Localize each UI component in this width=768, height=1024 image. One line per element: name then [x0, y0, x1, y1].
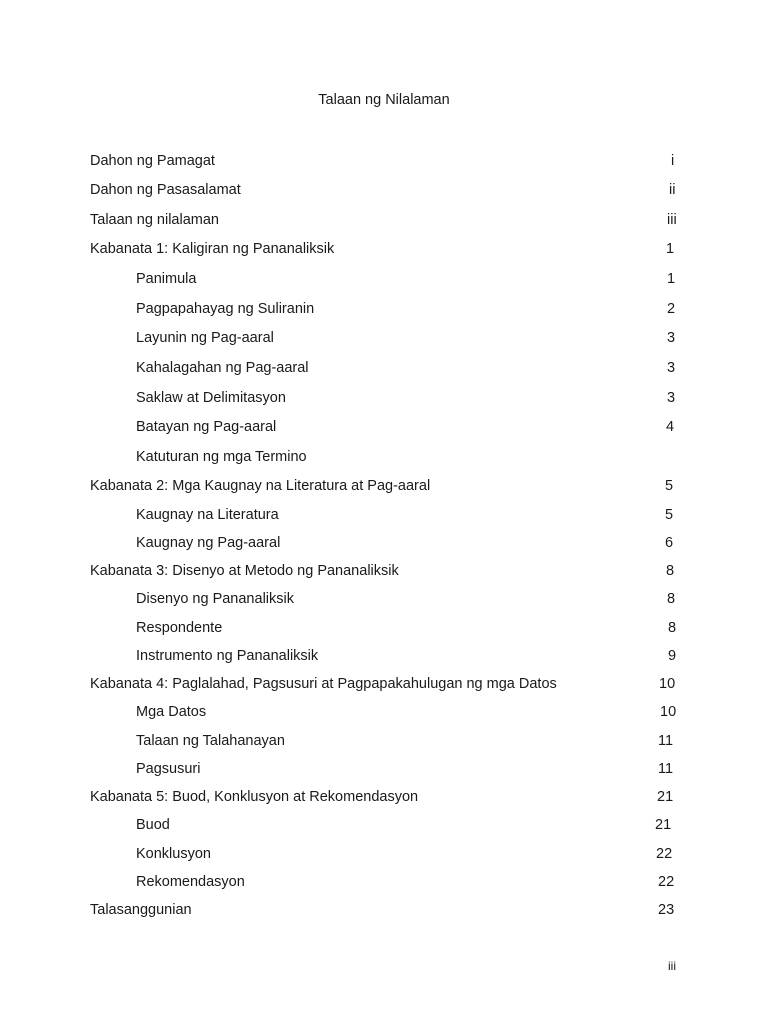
- toc-entry: [0, 387, 768, 409]
- toc-entry: [0, 560, 768, 582]
- toc-entry-label: Talaan ng nilalaman: [90, 212, 219, 228]
- toc-entry-label: Kabanata 2: Mga Kaugnay na Literatura at Pag-aaral: [90, 478, 431, 494]
- toc-entry-page: 21: [655, 817, 672, 833]
- toc-entry-page: 2: [667, 301, 676, 317]
- toc-entry: [0, 871, 768, 893]
- toc-entry-page: 5: [665, 507, 674, 523]
- toc-entry: [0, 150, 768, 172]
- toc-entry-page: 1: [667, 271, 676, 287]
- toc-entry-label: Buod: [136, 817, 170, 833]
- toc-entry-page: 22: [658, 874, 675, 890]
- toc-entry-label: Kaugnay na Literatura: [136, 507, 279, 523]
- toc-entry-page: iii: [667, 212, 677, 228]
- toc-entry-page: 23: [658, 902, 675, 918]
- toc-entry-label: Dahon ng Pasasalamat: [90, 182, 241, 198]
- toc-entry-page: 8: [668, 620, 677, 636]
- toc-entry-page: 9: [668, 648, 677, 664]
- toc-entry-page: i: [671, 153, 675, 169]
- toc-entry-label: Talaan ng Talahanayan: [136, 733, 285, 749]
- toc-entry-page: 22: [656, 846, 673, 862]
- toc-entry-page: 1: [666, 241, 675, 257]
- toc-entry-label: Batayan ng Pag-aaral: [136, 419, 277, 435]
- toc-entry-page: 11: [658, 733, 674, 749]
- page-number: iii: [668, 959, 676, 973]
- toc-entry-page: 3: [667, 390, 676, 406]
- toc-entry: [0, 588, 768, 610]
- toc-entry-label: Kabanata 4: Paglalahad, Pagsusuri at Pagpapakahulugan ng mga Datos: [90, 676, 557, 692]
- toc-entry: [0, 532, 768, 554]
- toc-entry-label: Disenyo ng Pananaliksik: [136, 591, 294, 607]
- toc-entry-label: Kaugnay ng Pag-aaral: [136, 535, 281, 551]
- toc-entry-page: 6: [665, 535, 674, 551]
- toc-entry: [0, 617, 768, 639]
- toc-entry: [0, 758, 768, 780]
- toc-entry: [0, 843, 768, 865]
- toc-entry: [0, 899, 768, 921]
- toc-entry-label: Saklaw at Delimitasyon: [136, 390, 286, 406]
- toc-entry-page: 3: [667, 360, 676, 376]
- toc-entry: [0, 475, 768, 497]
- toc-entry-label: Kabanata 3: Disenyo at Metodo ng Pananaliksik: [90, 563, 399, 579]
- toc-entry-page: 3: [667, 330, 676, 346]
- toc-entry: [0, 446, 768, 468]
- toc-entry-label: Layunin ng Pag-aaral: [136, 330, 274, 346]
- toc-entry-label: Pagpapahayag ng Suliranin: [136, 301, 315, 317]
- toc-entry-page: 8: [667, 591, 676, 607]
- toc-entry: [0, 730, 768, 752]
- toc-entry-page: 21: [657, 789, 674, 805]
- toc-entry: [0, 504, 768, 526]
- toc-entry: [0, 179, 768, 201]
- toc-entry: [0, 268, 768, 290]
- toc-entry-label: Kahalagahan ng Pag-aaral: [136, 360, 309, 376]
- toc-entry-page: 11: [658, 761, 674, 777]
- toc-entry-page: ii: [669, 182, 676, 198]
- toc-entry: [0, 327, 768, 349]
- toc-entry-label: Respondente: [136, 620, 223, 636]
- toc-entry: [0, 209, 768, 231]
- toc-entry: [0, 673, 768, 695]
- toc-entry-page: 10: [660, 704, 677, 720]
- toc-entry: [0, 786, 768, 808]
- toc-entry: [0, 416, 768, 438]
- toc-entry-page: 4: [666, 419, 675, 435]
- toc-entry-label: Katuturan ng mga Termino: [136, 449, 307, 465]
- toc-entry-label: Panimula: [136, 271, 197, 287]
- toc-entry-label: Talasanggunian: [90, 902, 192, 918]
- toc-entry: [0, 238, 768, 260]
- toc-entry-label: Kabanata 1: Kaligiran ng Pananaliksik: [90, 241, 335, 257]
- toc-entry-page: 8: [666, 563, 675, 579]
- toc-entry-label: Mga Datos: [136, 704, 207, 720]
- toc-entry: [0, 645, 768, 667]
- toc-entry-label: Kabanata 5: Buod, Konklusyon at Rekomendasyon: [90, 789, 419, 805]
- toc-entry-label: Instrumento ng Pananaliksik: [136, 648, 319, 664]
- toc-entry-label: Dahon ng Pamagat: [90, 153, 215, 169]
- toc-entry-label: Pagsusuri: [136, 761, 201, 777]
- toc-entry-page: 10: [659, 676, 676, 692]
- toc-entry-label: Rekomendasyon: [136, 874, 245, 890]
- toc-entry: [0, 701, 768, 723]
- page-title: Talaan ng Nilalaman: [318, 92, 450, 108]
- toc-entry-page: 5: [665, 478, 674, 494]
- toc-entry: [0, 814, 768, 836]
- toc-entry: [0, 357, 768, 379]
- toc-entry: [0, 298, 768, 320]
- toc-entry-label: Konklusyon: [136, 846, 211, 862]
